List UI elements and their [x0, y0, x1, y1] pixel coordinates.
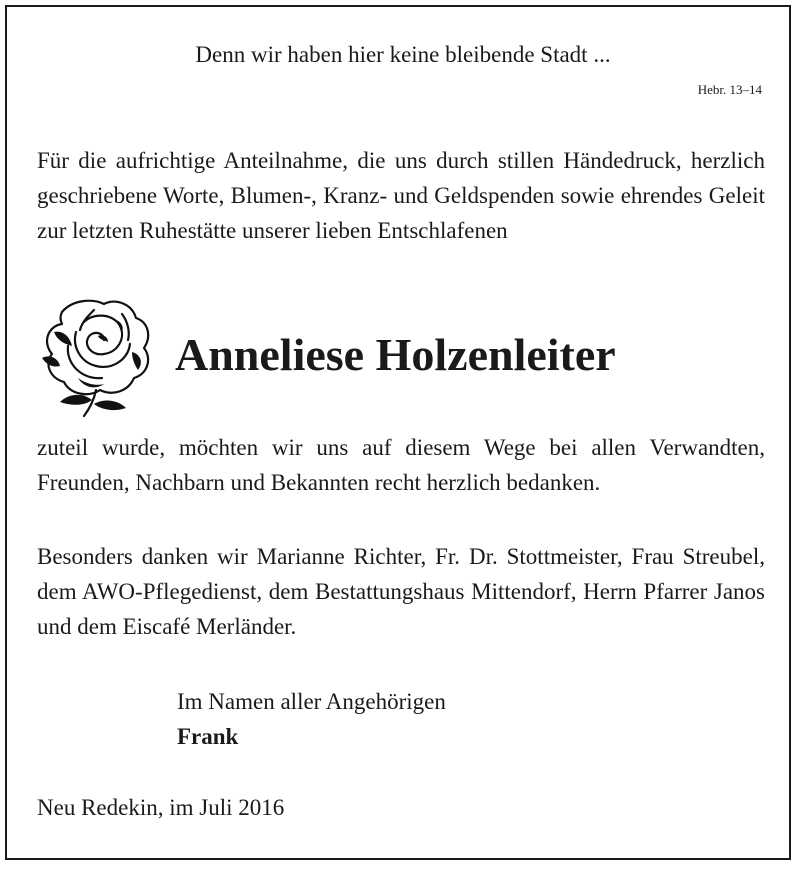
- place-date: Neu Redekin, im Juli 2016: [37, 795, 285, 820]
- closing-block: [177, 684, 446, 754]
- thanks-paragraph: zuteil wurde, möchten wir uns auf diesem Wege bei allen Verwandten, Freunden, Nachbarn und Bekannten recht herzlich bedanken.: [37, 435, 765, 495]
- motto-source: Hebr. 13–14: [697, 82, 762, 97]
- intro-paragraph: Für die aufrichtige Anteilnahme, die uns durch stillen Händedruck, herzlich geschriebene Worte, Blumen-, Kranz- und Geldspenden sowie ehrendes Geleit zur letzten Ruhestätte unserer lieben Entschlafenen: [37, 148, 765, 243]
- motto-quote: Denn wir haben hier keine bleibende Stadt ...: [195, 42, 611, 67]
- special-thanks-paragraph: Besonders danken wir Marianne Richter, Fr. Dr. Stottmeister, Frau Streubel, dem AWO-Pflegedienst, dem Bestattungshaus Mittendorf, Herrn Pfarrer Janos und dem Eiscafé Merländer.: [37, 544, 765, 639]
- closing-signer: Frank: [177, 724, 239, 749]
- closing-line: Im Namen aller Angehörigen: [177, 689, 446, 714]
- deceased-name: Anneliese Holzenleiter: [175, 329, 616, 380]
- rose-icon: [32, 292, 160, 420]
